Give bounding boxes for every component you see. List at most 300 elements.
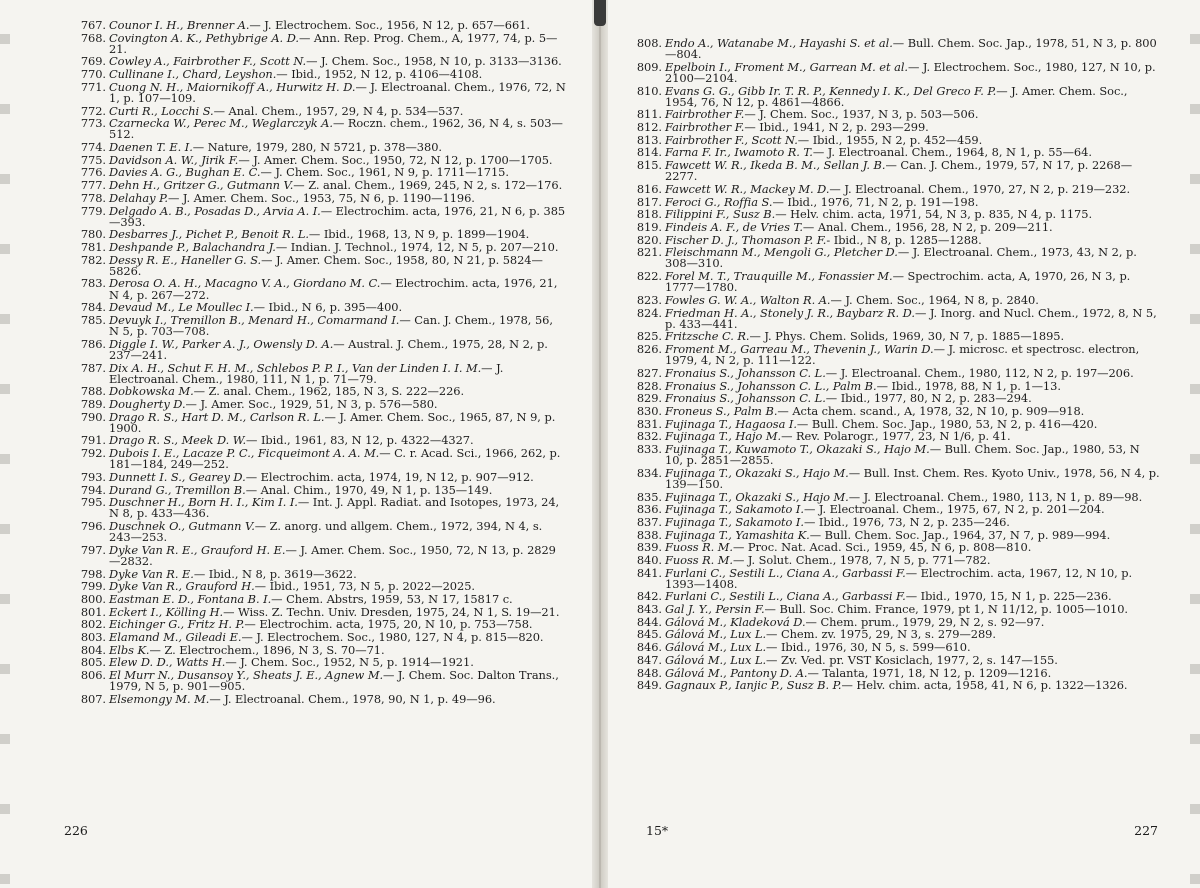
reference-authors: Dyke Van R., Grauford H. — [109, 579, 255, 594]
reference-authors: Deshpande P., Balachandra J. — [109, 240, 276, 254]
reference-entry — [632, 181, 1160, 196]
reference-authors: Endo A., Watanabe M., Hayashi S. et al. — [665, 36, 893, 50]
reference-source: — Ibid., N 6, p. 395—400. — [253, 300, 403, 315]
reference-entry — [632, 591, 1160, 602]
reference-authors: Dix A. H., Schut F. H. M., Schlebos P. P. I., Van der Linden I. I. M. — [109, 360, 482, 375]
reference-source: — Helv. chim. acta, 1958, 41, N 6, p. 1322—1326. — [841, 678, 1128, 693]
right-page — [608, 0, 1200, 888]
reference-number: 839. — [636, 540, 662, 555]
reference-source: — Ibid., 1976, 30, N 5, s. 599—610. — [766, 640, 971, 655]
reference-source: — Int. J. Appl. Radiat. and Isotopes, 1973, 24, N 8, p. 433—436. — [109, 495, 560, 521]
reference-number: 825. — [636, 329, 662, 344]
reference-entry — [76, 229, 566, 240]
reference-entry — [632, 59, 1160, 85]
reference-number: 767. — [80, 18, 106, 32]
reference-entry — [632, 219, 1160, 234]
reference-authors: Elsemongy M. M. — [109, 691, 210, 706]
reference-number: 774. — [80, 140, 106, 155]
page-edge-marks — [0, 0, 10, 888]
reference-number: 770. — [80, 67, 106, 82]
reference-entry — [76, 691, 566, 706]
reference-number: 807. — [80, 691, 106, 706]
book-gutter — [592, 0, 608, 888]
reference-entry — [76, 619, 566, 630]
reference-source: — Ibid., 1941, N 2, p. 293—299. — [744, 120, 929, 135]
reference-authors: Froment M., Garreau M., Thevenin J., Warin D. — [665, 342, 934, 357]
reference-authors: Duschnek O., Gutmann V. — [109, 519, 255, 534]
reference-authors: Durand G., Tremillon B. — [109, 482, 246, 497]
reference-source: — Ibid., 1977, 80, N 2, p. 283—294. — [825, 391, 1032, 406]
reference-number: 777. — [80, 178, 106, 193]
reference-entry — [76, 302, 566, 313]
reference-number: 772. — [80, 103, 106, 118]
reference-source: — Ibid., 1961, 83, N 12, p. 4322—4327. — [246, 433, 474, 448]
reference-number: 816. — [636, 181, 662, 196]
reference-number: 817. — [636, 194, 662, 209]
reference-entry — [632, 527, 1160, 542]
reference-entry — [76, 497, 566, 519]
reference-source: — Electrochim. acta, 1967, 12, N 10, p. 1393—1408. — [665, 565, 1133, 591]
reference-number: 829. — [636, 391, 662, 406]
reference-authors: Cuong N. H., Maiornikoff A., Hurwitz H. D. — [109, 79, 356, 94]
reference-source: — J. Chem. Soc., 1961, N 9, p. 1711—1715. — [260, 165, 509, 180]
reference-number: 808. — [636, 36, 662, 50]
reference-number: 819. — [636, 219, 662, 234]
reference-number: 845. — [636, 627, 662, 642]
reference-source: — Chem. prum., 1979, 29, N 2, s. 92—97. — [805, 614, 1045, 629]
reference-source: — Austral. J. Chem., 1975, 28, N 2, p. 237—241. — [109, 336, 548, 362]
reference-authors: Devuyk I., Tremillon B., Menard H., Comarmand I. — [109, 312, 400, 327]
reference-source: — Bull. Chem. Soc. Jap., 1980, 53, N 10, p. 2851—2855. — [665, 441, 1140, 468]
reference-source: — Electrochim. acta, 1975, 20, N 10, p. 753—758. — [244, 617, 533, 632]
reference-authors: Drago R. S., Hart D. M., Carlson R. L. — [109, 409, 325, 424]
reference-authors: Fuoss R. M. — [665, 540, 733, 555]
reference-source: — Nature, 1979, 280, N 5721, p. 378—380. — [192, 140, 442, 155]
reference-source: — Ibid., 1976, 71, N 2, p. 191—198. — [772, 194, 979, 209]
reference-entry — [76, 180, 566, 191]
reference-entry — [76, 632, 566, 643]
reference-entry — [632, 109, 1160, 120]
reference-authors: Fairbrother F. — [665, 120, 745, 135]
reference-entry — [76, 469, 566, 484]
reference-authors: Findeis A. F., de Vries T. — [665, 219, 803, 234]
reference-entry — [76, 657, 566, 668]
reference-authors: Dehn H., Gritzer G., Gutmann V. — [109, 178, 294, 193]
reference-entry — [632, 132, 1160, 147]
reference-source: — J. Chem. Soc., 1958, N 10, p. 3133—3136. — [306, 54, 562, 69]
reference-source: — J. Electroanal. Chem., 1978, 90, N 1, p. 49—96. — [209, 691, 496, 706]
reference-authors: Friedman H. A., Stonely J. R., Baybarz R. D. — [665, 305, 915, 320]
reference-authors: Fronaius S., Johansson C. L. — [665, 365, 826, 380]
reference-number: 790. — [80, 409, 106, 424]
reference-authors: Gagnaux P., Ianjic P., Susz B. P. — [665, 678, 842, 693]
reference-source: — Proc. Nat. Acad. Sci., 1959, 45, N 6, p. 808—810. — [732, 540, 1032, 555]
reference-entry — [632, 665, 1160, 680]
reference-entry — [76, 190, 566, 205]
reference-number: 844. — [636, 614, 662, 629]
reference-number: 776. — [80, 165, 106, 180]
reference-authors: Davies A. G., Bughan E. C. — [109, 165, 261, 180]
reference-number: 789. — [80, 396, 106, 411]
reference-authors: Feroci G., Roffia S. — [665, 194, 773, 209]
reference-entry — [632, 83, 1160, 109]
reference-number: 815. — [636, 158, 662, 173]
reference-source: — Ibid., N 8, p. 3619—3622. — [193, 566, 357, 581]
reference-number: 814. — [636, 145, 662, 160]
reference-source: — J. Chem. Soc. Dalton Trans., 1979, N 5, p. 901—905. — [109, 668, 559, 694]
reference-source: — Anal. Chim., 1970, 49, N 1, p. 135—149. — [245, 482, 493, 497]
reference-number: 781. — [80, 240, 106, 254]
reference-authors: Cowley A., Fairbrother F., Scott N. — [109, 54, 307, 69]
reference-number: 830. — [636, 403, 662, 418]
reference-authors: Dougherty D. — [109, 396, 186, 411]
reference-number: 827. — [636, 365, 662, 380]
reference-number: 821. — [636, 245, 662, 260]
reference-authors: Daenen T. E. I. — [109, 140, 193, 155]
reference-source: — J. Amer. Chem. Soc., 1954, 76, N 12, p. 4861—4866. — [665, 83, 1128, 109]
reference-source: — Helv. chim. acta, 1971, 54, N 3, p. 835, N 4, p. 1175. — [775, 207, 1093, 222]
reference-source: - Ibid., N 8, p. 1285—1288. — [826, 232, 982, 247]
reference-number: 802. — [80, 617, 106, 632]
reference-source: — J. Amer. Chem. Soc., 1950, 72, N 13, p. 2829—2832. — [109, 542, 556, 568]
reference-entry — [632, 378, 1160, 393]
reference-authors: Fronaius S., Johansson C. L., Palm B. — [665, 378, 877, 393]
reference-entry — [76, 167, 566, 178]
reference-number: 780. — [80, 227, 106, 242]
reference-number: 805. — [80, 655, 106, 670]
reference-source: — J. Electroanal. Chem., 1976, 72, N 1, p. 107—109. — [109, 79, 566, 105]
reference-entry — [632, 331, 1160, 342]
reference-number: 791. — [80, 433, 106, 448]
reference-source: — Anal. Chem., 1956, 28, N 2, p. 209—211. — [802, 219, 1053, 234]
reference-entry — [632, 465, 1160, 491]
reference-list-right — [632, 38, 1160, 693]
reference-entry — [76, 482, 566, 497]
reference-entry — [76, 20, 566, 31]
reference-entry — [76, 566, 566, 581]
reference-number: 769. — [80, 54, 106, 69]
reference-entry — [76, 278, 566, 300]
reference-entry — [76, 448, 566, 470]
reference-number: 799. — [80, 579, 106, 594]
reference-source: — Z. anorg. und allgem. Chem., 1972, 394, N 4, s. 243—253. — [109, 519, 543, 545]
reference-authors: Fairbrother F., Scott N. — [665, 132, 798, 147]
reference-authors: Dyke Van R. E., Grauford H. E. — [109, 542, 286, 557]
reference-authors: Devaud M., Le Moullec I. — [109, 300, 254, 315]
reference-source: — Chem. zv. 1975, 29, N 3, s. 279—289. — [766, 627, 996, 642]
reference-authors: Czarnecka W., Perec M., Weglarczyk A. — [109, 116, 333, 131]
reference-authors: Gálová M., Kladeková D. — [665, 614, 806, 629]
reference-authors: Gálová M., Lux L. — [665, 640, 767, 655]
reference-number: 828. — [636, 378, 662, 393]
reference-source: — J. microsc. et spectrosc. electron, 1979, 4, N 2, p. 111—122. — [665, 342, 1140, 368]
reference-authors: Elbs K. — [109, 642, 150, 657]
reference-source: — Rev. Polarogr., 1977, 23, N 1/6, p. 41. — [781, 429, 1011, 444]
reference-entry — [76, 521, 566, 543]
reference-number: 796. — [80, 519, 106, 534]
reference-authors: Filippini F., Susz B. — [665, 207, 776, 222]
reference-authors: Covington A. K., Pethybrige A. D. — [109, 30, 299, 45]
reference-authors: Fawcett W. R., Ikeda B. M., Sellan J. B. — [665, 158, 886, 173]
reference-number: 778. — [80, 190, 106, 205]
reference-source: — J. Electroanal. Chem., 1970, 27, N 2, p. 219—232. — [829, 181, 1131, 196]
reference-entry — [76, 312, 566, 339]
reference-number: 797. — [80, 542, 106, 557]
reference-source: — Ibid., 1978, 88, N 1, p. 1—13. — [876, 378, 1061, 393]
reference-authors: Fairbrother F. — [665, 107, 745, 122]
reference-authors: Derosa O. A. H., Macagno V. A., Giordano M. C. — [109, 276, 381, 291]
reference-source: — J. Amer. Chem. Soc., 1958, 80, N 21, p. 5824—5826. — [109, 252, 543, 278]
reference-entry — [632, 393, 1160, 404]
reference-entry — [76, 252, 566, 278]
reference-source: — Ibid., 1955, N 2, p. 452—459. — [797, 132, 983, 147]
reference-entry — [76, 542, 566, 568]
reference-authors: Furlani C., Sestili L., Ciana A., Garbassi F. — [665, 589, 906, 604]
reference-source: — J. Electrochem. Soc., 1980, 127, N 10, p. 2100—2104. — [665, 59, 1156, 85]
reference-source: — J. Chem. Soc., 1964, N 8, p. 2840. — [830, 292, 1039, 307]
reference-authors: Gálová M., Lux L. — [665, 652, 767, 667]
reference-number: 794. — [80, 482, 106, 497]
reference-entry — [632, 565, 1160, 591]
reference-number: 779. — [80, 203, 106, 218]
reference-authors: Davidson A. W., Jirik F. — [109, 152, 239, 167]
reference-number: 782. — [80, 252, 106, 267]
reference-entry — [76, 360, 566, 386]
reference-authors: Fujinaga T., Kuwamoto T., Okazaki S., Hajo M. — [665, 441, 930, 456]
reference-authors: Delahay P. — [109, 190, 168, 205]
reference-number: 818. — [636, 207, 662, 222]
reference-number: 843. — [636, 602, 662, 617]
reference-source: — Electrochim. acta, 1976, 21, N 6, p. 385—393. — [109, 203, 566, 229]
reference-source: — J. Inorg. and Nucl. Chem., 1972, 8, N 5, p. 433—441. — [665, 305, 1157, 331]
reference-entry — [632, 552, 1160, 567]
reference-authors: Fawcett W. R., Mackey M. D. — [665, 181, 830, 196]
reference-authors: Desbarres J., Pichet P., Benoit R. L. — [109, 227, 309, 242]
reference-authors: Gal J. Y., Persin F. — [665, 602, 765, 617]
reference-authors: Evans G. G., Gibb Ir. T. R. P., Kennedy I. K., Del Greco F. P. — [665, 83, 997, 98]
reference-authors: El Murr N., Dusansoy Y., Sheats J. E., Agnew M. — [109, 668, 384, 683]
reference-source: — J. Electrochem. Soc., 1956, N 12, p. 657—661. — [249, 18, 530, 32]
reference-source: — J. Amer. Soc., 1929, 51, N 3, p. 576—580. — [185, 396, 438, 411]
reference-entry — [76, 152, 566, 167]
reference-authors: Eastman E. D., Fontana B. I. — [109, 592, 272, 606]
reference-authors: Fujinaga T., Hagaosa I. — [665, 416, 797, 431]
reference-authors: Fujinaga T., Sakamoto I. — [665, 502, 804, 517]
reference-entry — [632, 629, 1160, 640]
reference-number: 840. — [636, 552, 662, 567]
reference-authors: Counor I. H., Brenner A. — [109, 18, 250, 32]
reference-number: 809. — [636, 59, 662, 74]
reference-entry — [632, 431, 1160, 442]
reference-entry — [632, 514, 1160, 529]
reference-source: — Can. J. Chem., 1979, 57, N 17, p. 2268—2277. — [665, 158, 1133, 184]
reference-number: 838. — [636, 527, 662, 542]
reference-authors: Cullinane I., Chard, Leyshon. — [109, 67, 277, 82]
reference-number: 837. — [636, 514, 662, 529]
reference-entry — [632, 614, 1160, 629]
reference-number: 773. — [80, 116, 106, 131]
reference-number: 846. — [636, 640, 662, 655]
reference-number: 835. — [636, 489, 662, 504]
reference-entry — [76, 79, 566, 105]
reference-number: 792. — [80, 446, 106, 461]
reference-entry — [632, 271, 1160, 293]
reference-authors: Froneus S., Palm B. — [665, 403, 778, 418]
reference-authors: Forel M. T., Trauquille M., Fonassier M. — [665, 269, 893, 284]
reference-source: — Bull. Soc. Chim. France, 1979, pt 1, N 11/12, p. 1005—1010. — [764, 602, 1128, 617]
reference-source: — Ibid., 1952, N 12, p. 4106—4108. — [276, 67, 483, 82]
reference-source: — Bull. Inst. Chem. Res. Kyoto Univ., 1978, 56, N 4, p. 139—150. — [665, 465, 1160, 491]
reference-entry — [632, 416, 1160, 431]
reference-entry — [632, 292, 1160, 307]
reference-source: — Anal. Chem., 1957, 29, N 4, p. 534—537. — [213, 103, 464, 118]
reference-number: 831. — [636, 416, 662, 431]
reference-source: — J. Amer. Chem. Soc., 1965, 87, N 9, p. 1900. — [109, 409, 556, 435]
reference-authors: Epelboin I., Froment M., Garrean M. et al. — [665, 59, 908, 74]
reference-authors: Dessy R. E., Haneller G. S. — [109, 252, 262, 267]
reference-number: 810. — [636, 83, 662, 98]
reference-authors: Dyke Van R. E. — [109, 566, 194, 581]
reference-source: — J. Electroanal. Chem., 1975, 67, N 2, p. 201—204. — [803, 502, 1105, 517]
reference-source: — Ibid., 1968, 13, N 9, p. 1899—1904. — [308, 227, 530, 242]
reference-entry — [632, 365, 1160, 380]
reference-number: 836. — [636, 502, 662, 517]
reference-entry — [632, 542, 1160, 553]
reference-number: 823. — [636, 292, 662, 307]
reference-authors: Fronaius S., Johansson C. L. — [665, 391, 826, 406]
reference-entry — [76, 242, 566, 253]
reference-source: — Can. J. Chem., 1978, 56, N 5, p. 703—708. — [109, 312, 553, 339]
reference-source: — J. Electroanal. Chem., 1980, 111, N 1, p. 71—79. — [109, 360, 504, 386]
reference-entry — [632, 652, 1160, 667]
reference-source: — J. Electroanal. Chem., 1973, 43, N 2, p. 308—310. — [665, 245, 1137, 271]
reference-number: 812. — [636, 120, 662, 135]
page-number-right: 227 — [1134, 823, 1158, 838]
reference-authors: Diggle I. W., Parker A. J., Owensly D. A. — [109, 336, 334, 351]
reference-source: — Ibid., 1951, 73, N 5, p. 2022—2025. — [254, 579, 475, 594]
reference-authors: Farna F. Ir., Iwamoto R. T. — [665, 145, 813, 160]
reference-source: — Wiss. Z. Techn. Univ. Dresden, 1975, 24, N 1, S. 19—21. — [223, 604, 560, 619]
reference-entry — [632, 160, 1160, 182]
reference-authors: Elamand M., Gileadi E. — [109, 630, 242, 645]
reference-authors: Gálová M., Lux L. — [665, 627, 767, 642]
reference-source: — Z. anal. Chem., 1962, 185, N 3, S. 222—226. — [193, 384, 465, 399]
reference-authors: Duschner H., Born H. I., Kim I. I. — [109, 495, 298, 510]
reference-entry — [76, 203, 566, 229]
reference-source: — J. Chem. Soc., 1937, N 3, p. 503—506. — [744, 107, 979, 122]
reference-number: 848. — [636, 665, 662, 680]
reference-source: — J. Electroanal. Chem., 1980, 113, N 1, p. 89—98. — [848, 489, 1143, 504]
reference-authors: Fuoss R. M. — [665, 552, 733, 567]
reference-source: — Chem. Abstrs, 1959, 53, N 17, 15817 c. — [271, 592, 513, 606]
reference-number: 793. — [80, 469, 106, 484]
reference-entry — [76, 670, 566, 692]
reference-list-left — [76, 20, 566, 707]
reference-source: — Electrochim. acta, 1976, 21, N 4, p. 267—272. — [109, 276, 558, 302]
reference-source: — Roczn. chem., 1962, 36, N 4, s. 503—512. — [109, 116, 563, 142]
reference-entry — [76, 396, 566, 411]
reference-number: 820. — [636, 232, 662, 247]
reference-authors: Dubois I. E., Lacaze P. C., Ficqueimont A. A. M. — [109, 446, 380, 461]
reference-entry — [632, 441, 1160, 468]
reference-authors: Delgado A. B., Posadas D., Arvia A. I. — [109, 203, 321, 218]
reference-entry — [76, 118, 566, 140]
reference-authors: Fritzsche C. R. — [665, 329, 750, 344]
reference-entry — [76, 56, 566, 67]
reference-authors: Furlani C., Sestili L., Ciana A., Garbassi F. — [665, 565, 906, 580]
reference-entry — [632, 232, 1160, 247]
reference-entry — [632, 344, 1160, 366]
reference-entry — [76, 435, 566, 446]
reference-source: — Bull. Chem. Soc. Jap., 1978, 51, N 3, p. 800—804. — [665, 36, 1157, 62]
signature-mark: 15* — [646, 823, 669, 838]
reference-source: — Z. anal. Chem., 1969, 245, N 2, s. 172—176. — [293, 178, 563, 193]
reference-entry — [76, 594, 566, 605]
reference-source: — J. Electrochem. Soc., 1980, 127, N 4, p. 815—820. — [241, 630, 544, 645]
reference-number: 849. — [636, 678, 662, 693]
reference-entry — [632, 305, 1160, 331]
reference-authors: Fujinaga T., Hajo M. — [665, 429, 782, 444]
reference-number: 798. — [80, 566, 106, 581]
reference-authors: Drago R. S., Meek D. W. — [109, 433, 247, 448]
reference-number: 771. — [80, 79, 106, 94]
reference-entry — [632, 122, 1160, 133]
reference-number: 787. — [80, 360, 106, 375]
reference-source: — Bull. Chem. Soc. Jap., 1964, 37, N 7, p. 989—994. — [809, 527, 1111, 542]
left-page — [0, 0, 592, 888]
reference-number: 804. — [80, 642, 106, 657]
reference-entry — [632, 247, 1160, 269]
reference-number: 826. — [636, 342, 662, 357]
reference-number: 795. — [80, 495, 106, 510]
reference-entry — [76, 69, 566, 80]
reference-source: — C. r. Acad. Sci., 1966, 262, p. 181—184, 249—252. — [109, 446, 561, 472]
reference-source: — J. Amer. Chem. Soc., 1950, 72, N 12, p. 1700—1705. — [238, 152, 553, 167]
reference-entry — [632, 38, 1160, 60]
reference-source: — Indian. J. Technol., 1974, 12, N 5, p. 207—210. — [275, 240, 559, 254]
reference-source: — Electrochim. acta, 1974, 19, N 12, p. 907—912. — [245, 469, 534, 484]
reference-source: — Ibid., 1976, 73, N 2, p. 235—246. — [803, 514, 1010, 529]
reference-number: 841. — [636, 565, 662, 580]
reference-source: — Bull. Chem. Soc. Jap., 1980, 53, N 2, p. 416—420. — [796, 416, 1098, 431]
reference-entry — [76, 581, 566, 592]
reference-number: 847. — [636, 652, 662, 667]
reference-entry — [632, 680, 1160, 691]
reference-entry — [632, 194, 1160, 209]
reference-number: 775. — [80, 152, 106, 167]
reference-number: 813. — [636, 132, 662, 147]
reference-source: — J. Phys. Chem. Solids, 1969, 30, N 7, p. 1885—1895. — [749, 329, 1065, 344]
reference-entry — [632, 604, 1160, 615]
page-number-left: 226 — [64, 823, 88, 838]
reference-source: — Spectrochim. acta, A, 1970, 26, N 3, p. 1777—1780. — [665, 269, 1131, 295]
reference-entry — [632, 403, 1160, 418]
reference-number: 832. — [636, 429, 662, 444]
reference-source: — Talanta, 1971, 18, N 12, p. 1209—1216. — [807, 665, 1052, 680]
reference-authors: Curti R., Locchi S. — [109, 103, 214, 118]
reference-entry — [76, 409, 566, 435]
reference-number: 824. — [636, 305, 662, 320]
reference-source: — Ibid., 1970, 15, N 1, p. 225—236. — [905, 589, 1112, 604]
reference-number: 800. — [80, 592, 106, 606]
reference-source: — J. Electroanal. Chem., 1980, 112, N 2, p. 197—206. — [825, 365, 1134, 380]
page-edge-marks — [1190, 0, 1200, 888]
reference-source: — J. Amer. Chem. Soc., 1953, 75, N 6, p. 1190—1196. — [167, 190, 475, 205]
reference-authors: Fujinaga T., Sakamoto I. — [665, 514, 804, 529]
reference-authors: Fleischmann M., Mengoli G., Pletcher D. — [665, 245, 898, 260]
reference-number: 801. — [80, 604, 106, 619]
reference-number: 786. — [80, 336, 106, 351]
